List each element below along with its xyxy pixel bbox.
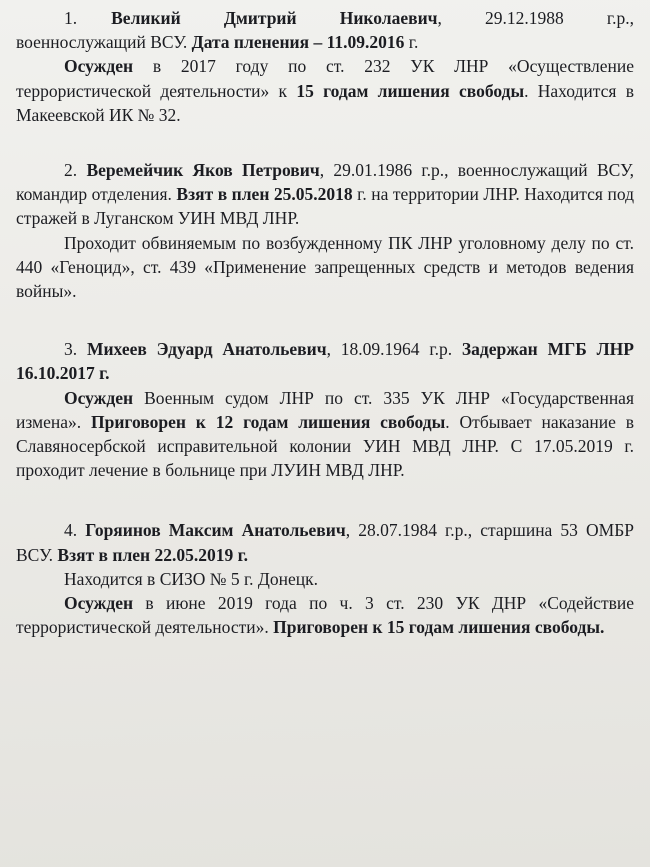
- entry-1-number: 1.: [64, 8, 78, 28]
- entry-2-dob: , 29.01.1986 г.р., военнослужащий ВСУ, командир отделения.: [16, 160, 635, 205]
- entry-1-name: Великий Дмитрий Николаевич: [111, 8, 438, 28]
- entry-1-role: военнослужащий ВСУ.: [16, 32, 192, 53]
- entry-4-number: 4.: [64, 520, 78, 541]
- entry-1-heading: [16, 6, 634, 54]
- entry-1-capture-tail: г.: [404, 32, 419, 53]
- entry-3-number: 3.: [64, 339, 78, 360]
- entry-4-sentence: [16, 591, 634, 639]
- entry-1-capture: Дата пленения – 11.09.2016: [191, 32, 405, 53]
- entry-2-heading: [16, 158, 634, 231]
- entry-2-capture-tail: г. на территории ЛНР. Находится под стражей в Луганском УИН МВД ЛНР.: [16, 184, 634, 229]
- entry-4-dob: , 28.07.1984 г.р., старшина 53 ОМБР ВСУ.: [16, 520, 634, 565]
- entry-4-capture: Взят в плен 22.05.2019 г.: [57, 544, 248, 565]
- entry-1-dob: , 29.12.1988 г.р.,: [437, 8, 634, 28]
- prisoner-entry-1: [16, 6, 634, 127]
- entry-2-number: 2.: [64, 160, 78, 181]
- prisoner-entry-3: [16, 337, 634, 482]
- entry-3-dob: , 18.09.1964 г.р.: [326, 339, 462, 360]
- entry-1-sentence-text: в 2017 году по ст. 232 УК ЛНР «Осуществление террористической деятельности» к: [16, 56, 634, 101]
- entry-1-location: . Находится в Макеевской ИК № 32.: [16, 80, 634, 125]
- prisoner-entry-2: [16, 158, 634, 303]
- entry-4-sentence-label: Осужден: [64, 593, 134, 614]
- entry-2-name: Веремейчик Яков Петрович: [86, 160, 320, 181]
- prisoner-entry-4: [16, 518, 634, 639]
- entry-3-name: Михеев Эдуард Анатольевич: [86, 339, 327, 360]
- entry-4-heading: [16, 518, 634, 566]
- entry-4-term: Приговорен к 15 годам лишения свободы.: [273, 617, 605, 638]
- entry-3-sentence-label: Осужден: [64, 387, 134, 408]
- entry-1-sentence-label: Осужден: [64, 56, 134, 77]
- entry-2-charges: [16, 231, 634, 304]
- entry-3-sentence-text: Военным судом ЛНР по ст. 335 УК ЛНР «Государственная измена».: [16, 387, 634, 432]
- entry-2-charges-text: Проходит обвиняемым по возбужденному ПК ЛНР уголовному делу по ст. 440 «Геноцид», ст. 439 «Применение запрещенных средств и методов ведения войны».: [16, 232, 634, 302]
- document-body: [16, 0, 634, 639]
- entry-3-capture: Задержан МГБ ЛНР 16.10.2017 г.: [16, 339, 634, 384]
- entry-4-sentence-text: в июне 2019 года по ч. 3 ст. 230 УК ДНР «Содействие террористической деятельности».: [16, 593, 634, 638]
- entry-4-location-text: Находится в СИЗО № 5 г. Донецк.: [64, 568, 318, 589]
- entry-3-heading: [16, 337, 634, 385]
- entry-3-location: . Отбывает наказание в Славяносербской исправительной колонии УИН МВД ЛНР. С 17.05.2019 г. проходит лечение в больнице при ЛУИН МВД ЛНР.: [16, 411, 634, 481]
- entry-1-sentence: [16, 54, 634, 127]
- entry-4-name: Горяинов Максим Анатольевич: [85, 520, 346, 541]
- entry-2-capture: Взят в плен 25.05.2018: [176, 184, 353, 205]
- entry-1-term: 15 годам лишения свободы: [296, 80, 525, 101]
- entry-3-term: Приговорен к 12 годам лишения свободы: [91, 411, 446, 432]
- entry-3-sentence: [16, 386, 634, 483]
- entry-4-location: [16, 567, 634, 591]
